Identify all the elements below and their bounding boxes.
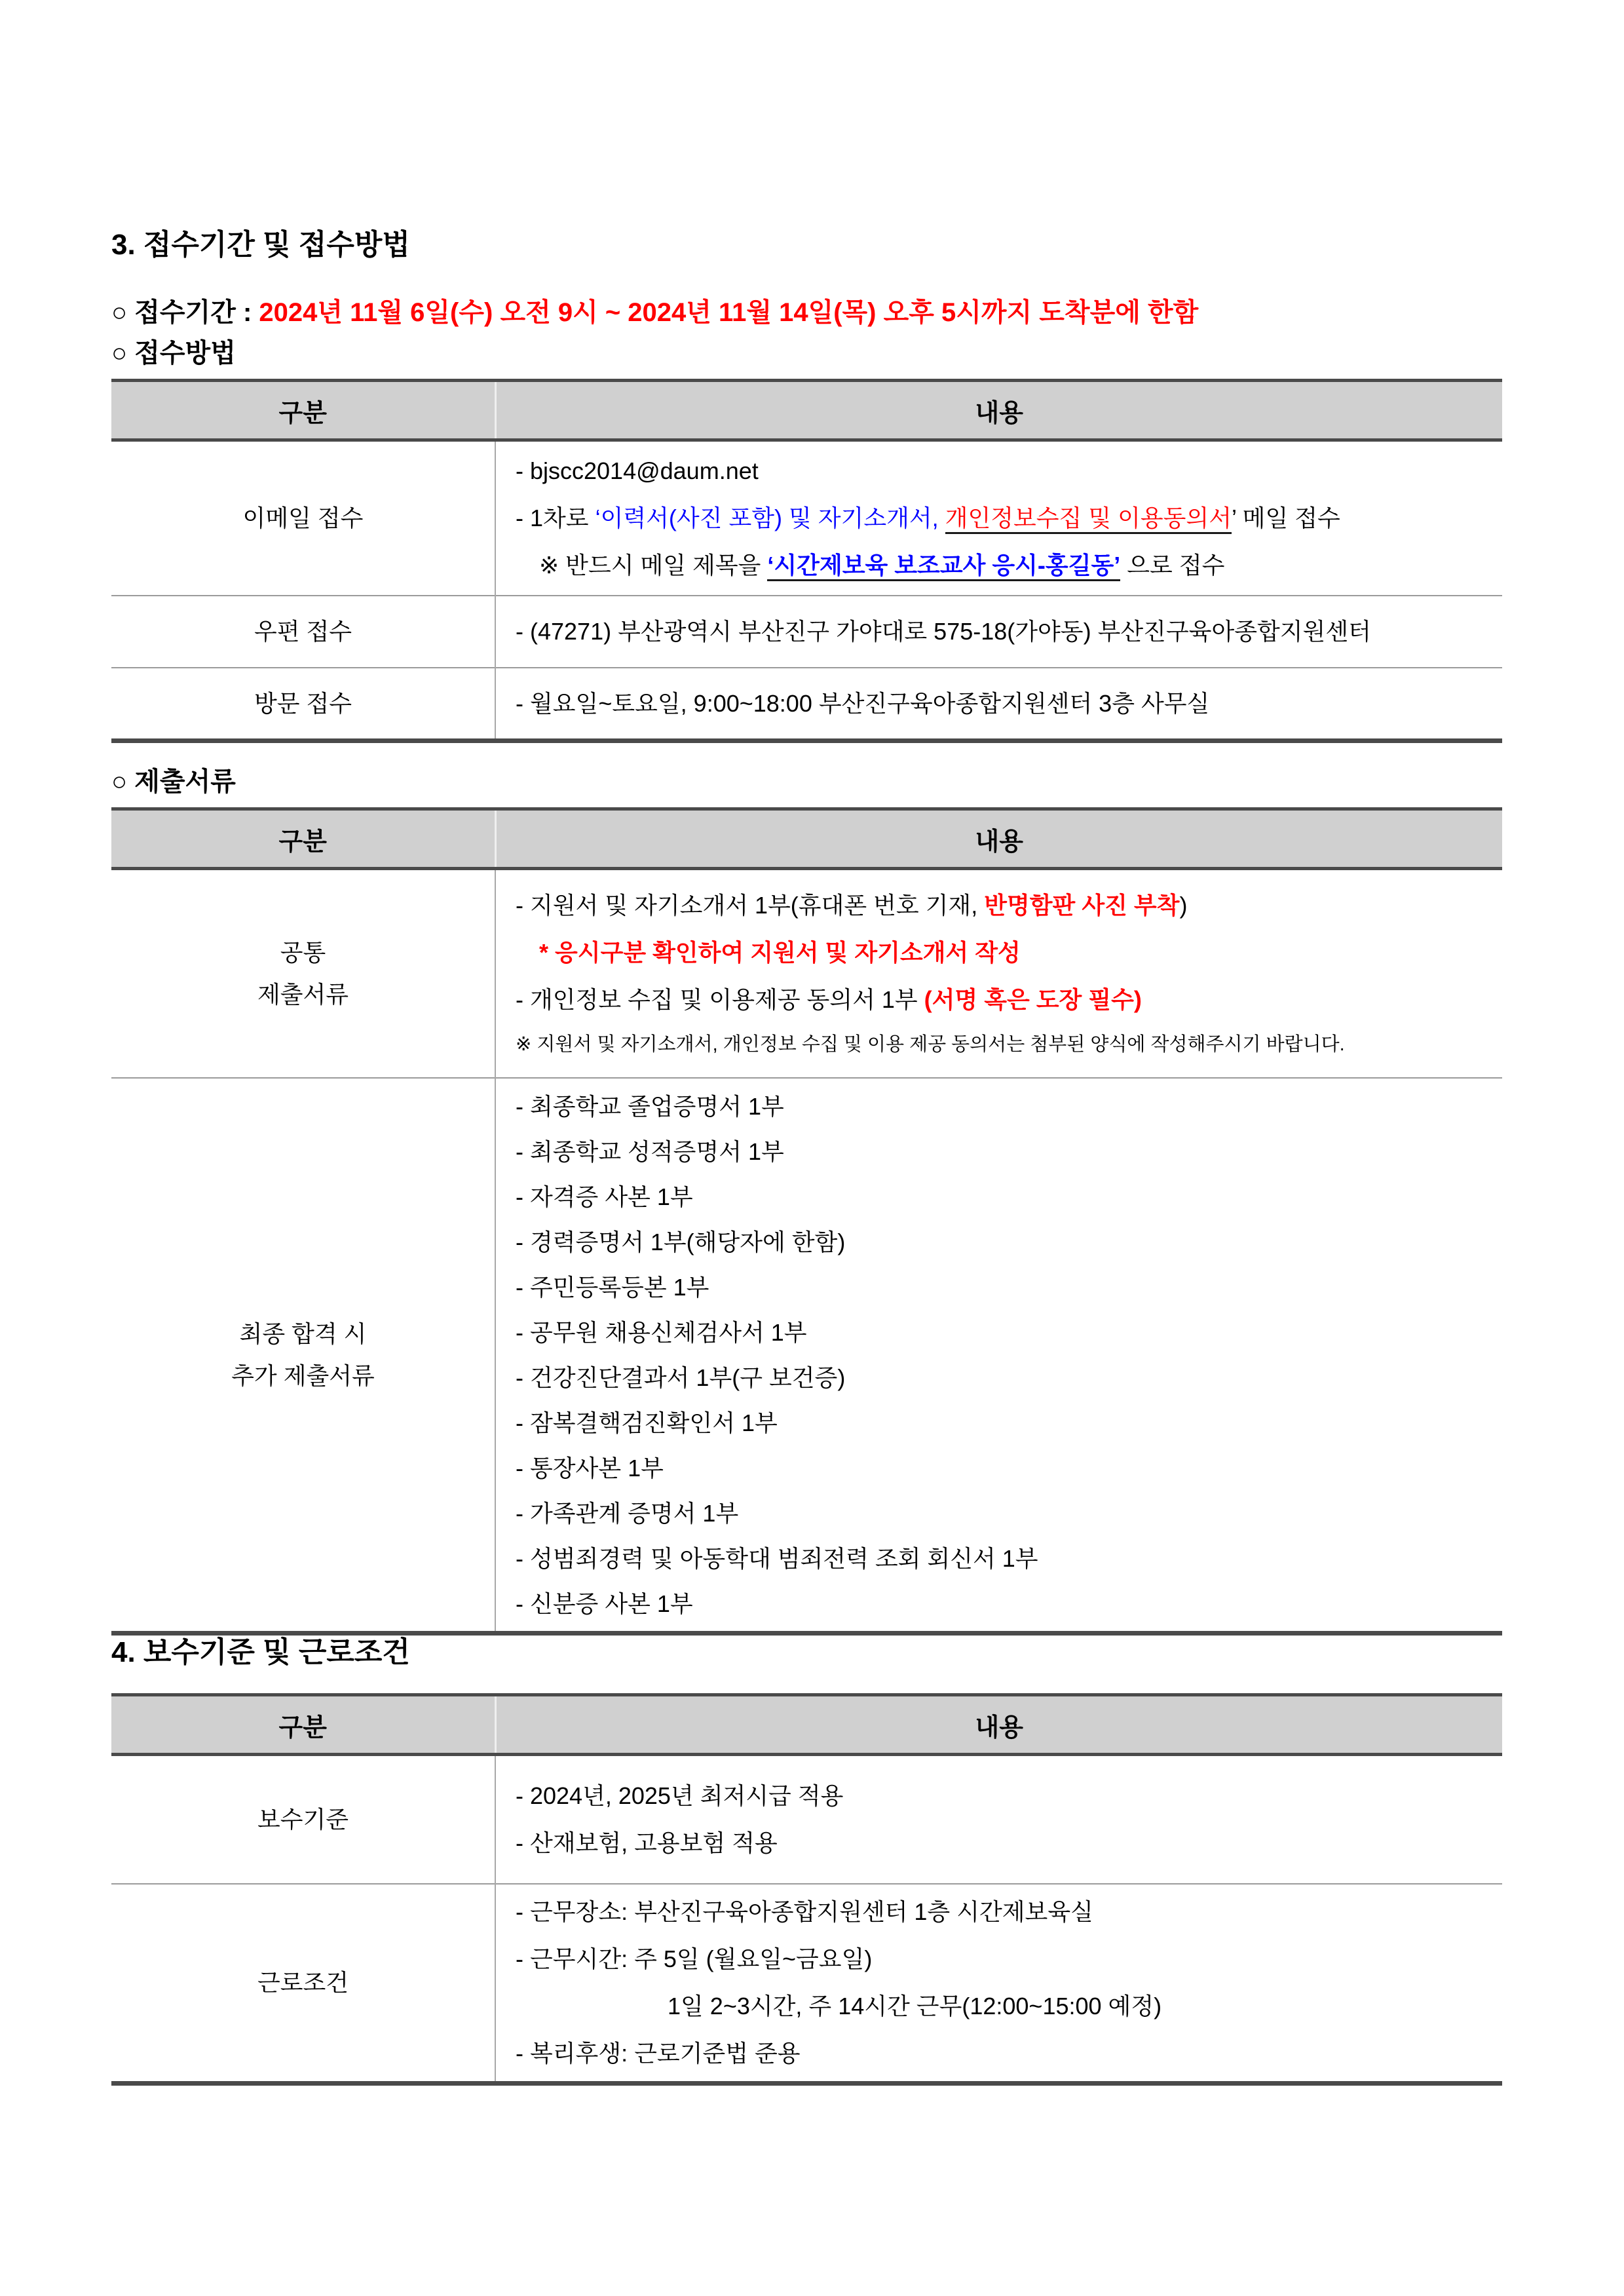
common-doc-line-1: - 지원서 및 자기소개서 1부(휴대폰 번호 기재, 반명함판 사진 부착) bbox=[516, 892, 1188, 919]
doc-item: - 통장사본 1부 bbox=[516, 1454, 664, 1482]
row-content-visit: - 월요일~토요일, 9:00~18:00 부산진구육아종합지원센터 3층 사무실 bbox=[495, 668, 1502, 741]
common-doc-note-red: * 응시구분 확인하여 지원서 및 자기소개서 작성 bbox=[539, 939, 1021, 966]
mail-subject-highlight: ‘시간제보육 보조교사 응시-홍길동’ bbox=[767, 552, 1120, 581]
row-label-pay: 보수기준 bbox=[257, 1806, 349, 1833]
row-content-common-docs bbox=[495, 869, 1502, 1079]
section3-title: 3. 접수기간 및 접수방법 bbox=[111, 229, 410, 261]
row-label-final-docs: 최종 합격 시 추가 제출서류 bbox=[111, 1078, 495, 1634]
work-hours-detail: 1일 2~3시간, 주 14시간 근무(12:00~15:00 예정) bbox=[668, 1993, 1162, 2019]
application-period-value: 2024년 11월 6일(수) 오전 9시 ~ 2024년 11월 14일(목) 오후 5시까지 도착분에 한함 bbox=[259, 298, 1199, 327]
row-label-email: 이메일 접수 bbox=[242, 505, 364, 531]
email-address-line: - bjscc2014@daum.net bbox=[516, 457, 759, 484]
table-row-visit bbox=[111, 668, 1502, 741]
email-subject-line: ※ 반드시 메일 제목을 ‘시간제보육 보조교사 응시-홍길동’ 으로 접수 bbox=[516, 542, 1496, 589]
table-row-common-docs bbox=[111, 869, 1502, 1079]
doc-item: - 잠복결핵검진확인서 1부 bbox=[516, 1409, 778, 1436]
signature-required-highlight: (서명 혹은 도장 필수) bbox=[924, 986, 1142, 1013]
doc-item: - 공무원 채용신체검사서 1부 bbox=[516, 1318, 807, 1346]
row-label-work: 근로조건 bbox=[111, 1884, 495, 2084]
row-content-final-docs bbox=[495, 1078, 1502, 1634]
column-header-content: 내용 bbox=[495, 1695, 1502, 1755]
submission-docs-table bbox=[111, 807, 1502, 1636]
table-header-row bbox=[111, 381, 1502, 440]
table-row-work bbox=[111, 1884, 1502, 2084]
common-doc-form-note: ※ 지원서 및 자기소개서, 개인정보 수집 및 이용 제공 동의서는 첨부된 양식에 작성해주시기 바랍니다. bbox=[516, 1034, 1345, 1055]
row-content-work: - 근무장소: 부산진구육아종합지원센터 1층 시간제보육실 - 근무시간: 주 5일 (월요일~금요일) 1일 2~3시간, 주 14시간 근무(12:00~15:00 예정) - 복리후생: 근로기준법 준용 bbox=[495, 1884, 1502, 2084]
row-label-visit: 방문 접수 bbox=[111, 668, 495, 741]
row-content-pay: - 2024년, 2025년 최저시급 적용 - 산재보험, 고용보험 적용 bbox=[495, 1755, 1502, 1885]
table-row-mail bbox=[111, 596, 1502, 668]
application-method-label: ○ 접수방법 bbox=[111, 339, 236, 368]
doc-item: - 최종학교 성적증명서 1부 bbox=[516, 1138, 784, 1165]
doc-item: - 건강진단결과서 1부(구 보건증) bbox=[516, 1364, 846, 1391]
doc-item: - 신분증 사본 1부 bbox=[516, 1590, 693, 1617]
table-row-email bbox=[111, 440, 1502, 596]
submission-docs-label: ○ 제출서류 bbox=[111, 767, 236, 796]
application-period-line bbox=[111, 292, 1502, 333]
column-header-division: 구분 bbox=[111, 381, 495, 440]
doc-item: - 자격증 사본 1부 bbox=[516, 1183, 693, 1210]
column-header-content: 내용 bbox=[495, 809, 1502, 869]
consent-form-highlight: 개인정보수집 및 이용동의서 bbox=[945, 505, 1232, 534]
table-header-row bbox=[111, 809, 1502, 869]
row-label-common-docs: 공통 제출서류 bbox=[257, 939, 349, 1008]
column-header-division: 구분 bbox=[111, 809, 495, 869]
resume-highlight: ‘이력서(사진 포함) 및 자기소개서, bbox=[595, 505, 939, 531]
application-period-label: ○ 접수기간 : bbox=[111, 298, 259, 327]
photo-required-highlight: 반명함판 사진 부착 bbox=[984, 892, 1180, 919]
table-header-row bbox=[111, 1695, 1502, 1755]
document-content bbox=[111, 0, 1502, 2086]
doc-item: - 경력증명서 1부(해당자에 한함) bbox=[516, 1228, 846, 1255]
table-row-final-docs bbox=[111, 1078, 1502, 1634]
pay-conditions-table bbox=[111, 1693, 1502, 2086]
row-label-mail: 우편 접수 bbox=[111, 596, 495, 668]
email-docs-line: - 1차로 ‘이력서(사진 포함) 및 자기소개서, 개인정보수집 및 이용동의서’ 메일 접수 bbox=[516, 495, 1496, 542]
row-content-mail: - (47271) 부산광역시 부산진구 가야대로 575-18(가야동) 부산진구육아종합지원센터 bbox=[495, 596, 1502, 668]
common-doc-line-2: - 개인정보 수집 및 이용제공 동의서 1부 (서명 혹은 도장 필수) bbox=[516, 986, 1142, 1013]
section4-title: 4. 보수기준 및 근로조건 bbox=[111, 1636, 410, 1668]
doc-item: - 최종학교 졸업증명서 1부 bbox=[516, 1092, 784, 1120]
doc-item: - 주민등록등본 1부 bbox=[516, 1273, 709, 1301]
application-method-table bbox=[111, 379, 1502, 743]
column-header-division: 구분 bbox=[111, 1695, 495, 1755]
table-row-pay bbox=[111, 1755, 1502, 1885]
doc-item: - 가족관계 증명서 1부 bbox=[516, 1499, 739, 1527]
doc-item: - 성범죄경력 및 아동학대 범죄전력 조회 회신서 1부 bbox=[516, 1544, 1038, 1572]
row-content-email bbox=[495, 440, 1502, 596]
column-header-content: 내용 bbox=[495, 381, 1502, 440]
